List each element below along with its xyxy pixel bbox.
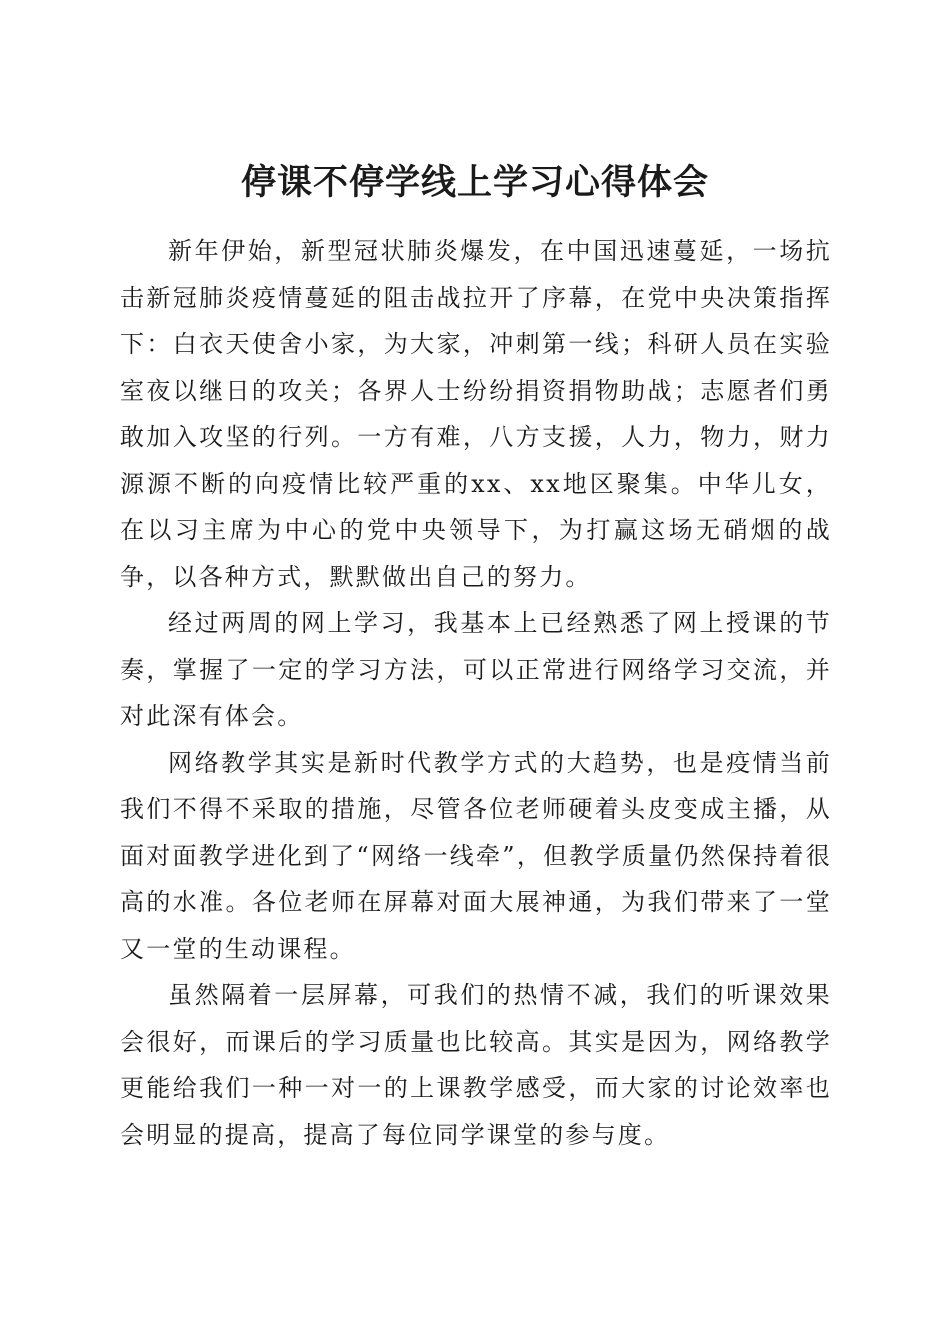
paragraph-4: 虽然隔着一层屏幕，可我们的热情不减，我们的听课效果会很好，而课后的学习质量也比较高。其实是因为，网络教学更能给我们一种一对一的上课教学感受，而大家的讨论效率也会明显的提高，提高了每位同学课堂的参与度。	[120, 981, 832, 1149]
paragraph-2: 经过两周的网上学习，我基本上已经熟悉了网上授课的节奏，掌握了一定的学习方法，可以正常进行网络学习交流，并对此深有体会。	[120, 609, 832, 730]
document-body	[120, 228, 832, 1158]
paragraph-3: 网络教学其实是新时代教学方式的大趋势，也是疫情当前我们不得不采取的措施，尽管各位老师硬着头皮变成主播，从面对面教学进化到了“网络一线牵”，但教学质量仍然保持着很高的水准。各位老师在屏幕对面大展神通，为我们带来了一堂又一堂的生动课程。	[120, 748, 832, 963]
document-title: 停课不停学线上学习心得体会	[240, 162, 709, 204]
paragraph-1: 新年伊始，新型冠状肺炎爆发，在中国迅速蔓延，一场抗击新冠肺炎疫情蔓延的阻击战拉开了序幕，在党中央决策指挥下：白衣天使舍小家，为大家，冲刺第一线；科研人员在实验室夜以继日的攻关；各界人士纷纷捐资捐物助战；志愿者们勇敢加入攻坚的行列。一方有难，八方支援，人力，物力，财力源源不断的向疫情比较严重的xx、xx地区聚集。中华儿女，在以习主席为中心的党中央领导下，为打赢这场无硝烟的战争，以各种方式，默默做出自己的努力。	[120, 237, 832, 591]
